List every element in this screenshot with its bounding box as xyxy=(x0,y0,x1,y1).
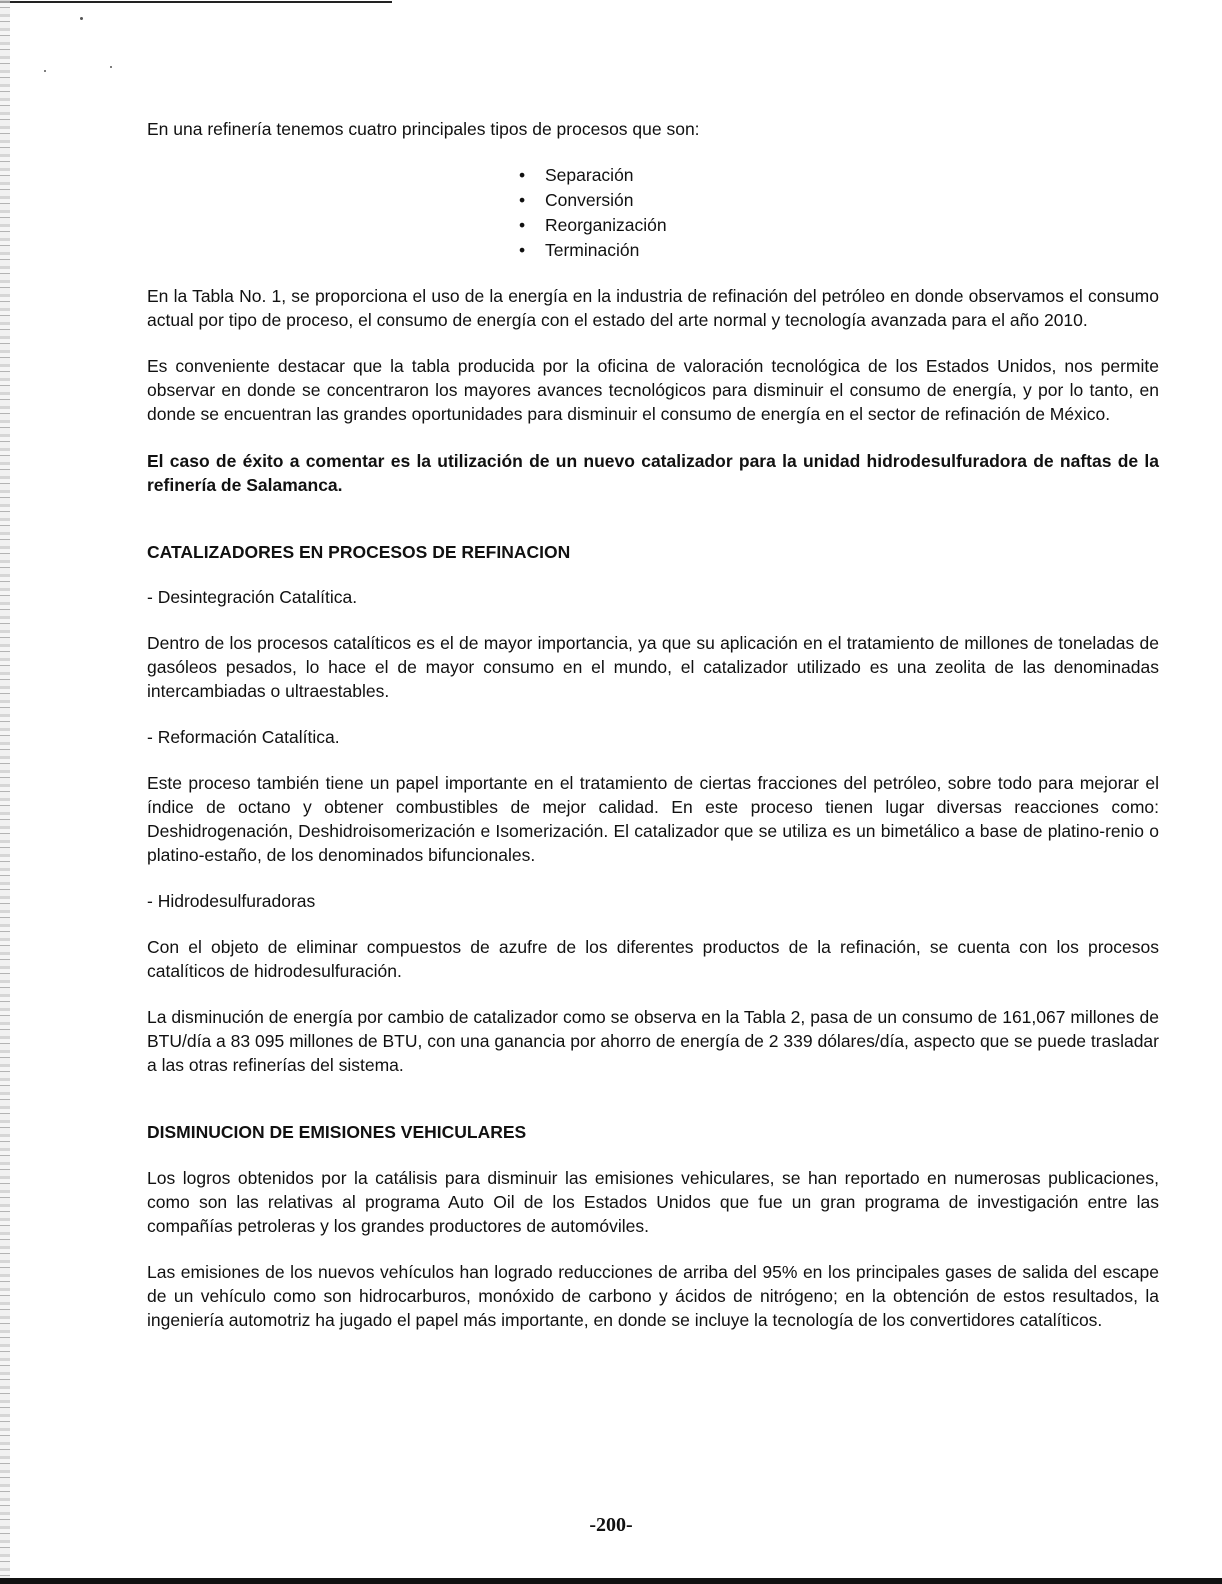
bottom-rule xyxy=(0,1578,1222,1584)
paragraph-desintegracion: Dentro de los procesos catalíticos es el de mayor importancia, ya que su aplicación en el tratamiento de millones de toneladas de gasóleos pesados, lo hace el de mayor consumo en el mundo, el catalizador utilizado es una zeolita de las denominadas intercambiadas o ultraestables. xyxy=(147,633,1159,701)
section-heading-catalizadores: CATALIZADORES EN PROCESOS DE REFINACION xyxy=(147,542,571,562)
subheading-desintegracion: - Desintegración Catalítica. xyxy=(147,587,358,607)
section-heading-emisiones: DISMINUCION DE EMISIONES VEHICULARES xyxy=(147,1122,527,1142)
document-body xyxy=(147,117,1159,1332)
list-item: • Separación xyxy=(519,163,1159,188)
list-item: • Reorganización xyxy=(519,213,1159,238)
paragraph-logros: Los logros obtenidos por la catálisis para disminuir las emisiones vehiculares, se han reportado en numerosas publicaciones, como son las relativas al programa Auto Oil de los Estados Unidos que fue un gran programa de investigación entre las compañías petroleras y los grandes productores de automóviles. xyxy=(147,1168,1159,1236)
paragraph-disminucion-energia: La disminución de energía por cambio de catalizador como se observa en la Tabla 2, pasa de un consumo de 161,067 millones de BTU/día a 83 095 millones de BTU, con una ganancia por ahorro de energía de 2 339 dólares/día, aspecto que se puede trasladar a las otras refinerías del sistema. xyxy=(147,1007,1159,1075)
intro-text: En una refinería tenemos cuatro principales tipos de procesos que son: xyxy=(147,119,700,139)
top-rule xyxy=(0,1,392,3)
scan-speck xyxy=(44,70,46,72)
process-type-list xyxy=(147,163,1159,263)
subheading-hidrodesulfuradoras: - Hidrodesulfuradoras xyxy=(147,891,316,911)
paragraph-tabla1: En la Tabla No. 1, se proporciona el uso de la energía en la industria de refinación del petróleo en donde observamos el consumo actual por tipo de proceso, el consumo de energía con el estado del arte normal y tecnología avanzada para el año 2010. xyxy=(147,286,1159,330)
page-number: -200- xyxy=(589,1514,633,1536)
paragraph-reformacion: Este proceso también tiene un papel importante en el tratamiento de ciertas fracciones del petróleo, sobre todo para mejorar el índice de octano y obtener combustibles de mejor calidad. En este proceso tienen lugar diversas reacciones como: Deshidrogenación, Deshidroisomerización e Isomerización. El catalizador que se utiliza es un bimetálico a base de platino-renio o platino-estaño, de los denominados bifuncionales. xyxy=(147,773,1159,865)
scan-left-edge xyxy=(0,0,10,1584)
subheading-reformacion: - Reformación Catalítica. xyxy=(147,727,340,747)
paragraph-emisiones: Las emisiones de los nuevos vehículos han logrado reducciones de arriba del 95% en los principales gases de salida del escape de un vehículo como son hidrocarburos, monóxido de carbono y ácidos de nitrógeno; en la obtención de estos resultados, la ingeniería automotriz ha jugado el papel más importante, en donde se incluye la tecnología de los convertidores catalíticos. xyxy=(147,1262,1159,1330)
list-item: • Terminación xyxy=(519,238,1159,263)
list-item: • Conversión xyxy=(519,188,1159,213)
paragraph-conveniente: Es conveniente destacar que la tabla producida por la oficina de valoración tecnológica de los Estados Unidos, nos permite observar en donde se concentraron los mayores avances tecnológicos para disminuir el consumo de energía, y por lo tanto, en donde se encuentran las grandes oportunidades para disminuir el consumo de energía en el sector de refinación de México. xyxy=(147,356,1159,424)
paragraph-hidrodesulfuradoras: Con el objeto de eliminar compuestos de azufre de los diferentes productos de la refinación, se cuenta con los procesos catalíticos de hidrodesulfuración. xyxy=(147,937,1159,981)
scan-speck xyxy=(110,66,112,68)
scan-speck xyxy=(80,17,83,20)
paragraph-caso-exito: El caso de éxito a comentar es la utilización de un nuevo catalizador para la unidad hidrodesulfuradora de naftas de la refinería de Salamanca. xyxy=(147,451,1159,495)
